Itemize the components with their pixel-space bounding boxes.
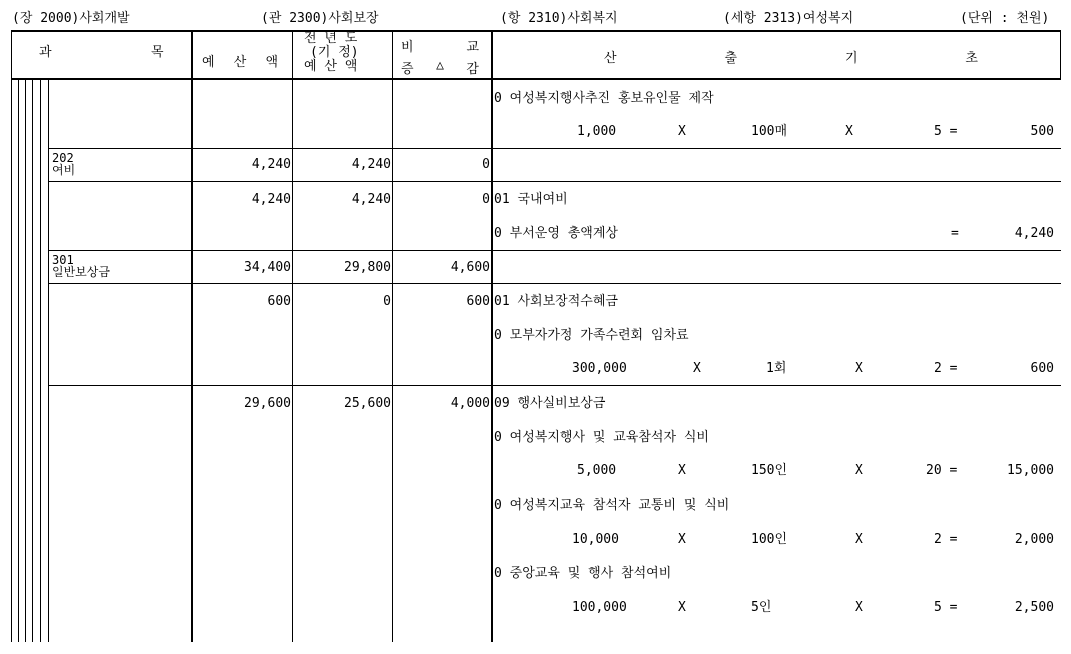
calc-times: X xyxy=(855,463,863,478)
indent-line xyxy=(25,78,26,642)
calc-amount: 600 xyxy=(1030,361,1054,376)
calc-multiplier: 5 = xyxy=(934,600,958,615)
calc-equals: = xyxy=(951,226,959,241)
header-calc-char: 출 xyxy=(724,51,738,66)
row-divider xyxy=(48,148,1061,149)
item-code: 301 xyxy=(52,253,74,267)
calc-category: 01 사회보장적수혜금 xyxy=(494,294,618,309)
prev-budget-amount: 4,240 xyxy=(351,192,391,207)
item-code: 202 xyxy=(52,151,74,165)
col-divider-comp xyxy=(392,30,393,642)
header-calc xyxy=(604,47,978,66)
header-comp-char: 비 xyxy=(401,40,414,55)
header-comp-top xyxy=(401,36,479,55)
diff-amount: 0 xyxy=(482,157,490,172)
indent-line xyxy=(48,78,49,642)
calc-times: X xyxy=(845,124,853,139)
calc-unit-price: 300,000 xyxy=(572,361,627,376)
diff-amount: 0 xyxy=(482,192,490,207)
budget-amount: 34,400 xyxy=(244,260,291,275)
prev-budget-amount: 29,800 xyxy=(344,260,391,275)
calc-item-text: 0 여성복지행사추진 홍보유인물 제작 xyxy=(494,91,714,106)
header-budget-char: 액 xyxy=(265,55,278,70)
header-budget-char: 예 xyxy=(202,55,215,70)
hang-label: (항 2310)사회복지 xyxy=(500,11,618,26)
header-prev-line1: 전 년 도 xyxy=(304,31,358,46)
calc-multiplier: 20 = xyxy=(926,463,958,478)
calc-qty: 100인 xyxy=(751,532,788,547)
header-prev-line3: 예 산 액 xyxy=(304,59,358,74)
calc-amount: 2,500 xyxy=(1014,600,1054,615)
header-comp-char: 교 xyxy=(466,40,479,55)
header-budget xyxy=(202,51,278,70)
header-calc-char: 초 xyxy=(965,51,978,66)
calc-times: X xyxy=(855,600,863,615)
calc-times: X xyxy=(678,463,686,478)
header-comp-char: 증 xyxy=(401,62,414,77)
calc-item-text: 0 여성복지교육 참석자 교통비 및 식비 xyxy=(494,498,730,513)
header-subject-left: 과 xyxy=(39,45,52,60)
row-divider xyxy=(48,250,1061,251)
budget-amount: 4,240 xyxy=(251,157,291,172)
calc-qty: 1회 xyxy=(766,361,787,376)
calc-times: X xyxy=(693,361,701,376)
indent-line xyxy=(40,78,41,642)
calc-multiplier: 2 = xyxy=(934,532,958,547)
calc-multiplier: 5 = xyxy=(934,124,958,139)
calc-item-text: 0 모부자가정 가족수련회 임차료 xyxy=(494,328,689,343)
prev-budget-amount: 25,600 xyxy=(344,396,391,411)
sehang-label: (세항 2313)여성복지 xyxy=(723,11,854,26)
calc-unit-price: 5,000 xyxy=(577,463,617,478)
prev-budget-amount: 0 xyxy=(383,294,391,309)
gwan-label: (관 2300)사회보장 xyxy=(261,11,379,26)
budget-amount: 600 xyxy=(267,294,291,309)
diff-amount: 4,600 xyxy=(450,260,490,275)
calc-unit-price: 10,000 xyxy=(572,532,619,547)
row-divider xyxy=(48,181,1061,182)
diff-amount: 600 xyxy=(466,294,490,309)
header-bottom-border xyxy=(11,78,1061,80)
col-divider-prev xyxy=(292,30,293,642)
calc-qty: 150인 xyxy=(751,463,788,478)
indent-line xyxy=(11,78,12,642)
calc-amount: 2,000 xyxy=(1014,532,1054,547)
calc-times: X xyxy=(855,532,863,547)
header-comp-char: 감 xyxy=(466,62,479,77)
calc-amount: 15,000 xyxy=(1007,463,1054,478)
calc-amount: 500 xyxy=(1030,124,1054,139)
header-comp-char: △ xyxy=(436,58,444,73)
row-divider xyxy=(48,385,1061,386)
header-comp-bottom xyxy=(401,58,479,77)
header-budget-char: 산 xyxy=(233,55,247,70)
jang-label: (장 2000)사회개발 xyxy=(12,11,130,26)
indent-line xyxy=(32,78,33,642)
header-calc-char: 기 xyxy=(844,51,858,66)
table-left-border xyxy=(11,30,12,79)
calc-category: 01 국내여비 xyxy=(494,192,568,207)
calc-amount: 4,240 xyxy=(1014,226,1054,241)
row-divider xyxy=(48,283,1061,284)
budget-amount: 29,600 xyxy=(244,396,291,411)
calc-unit-price: 100,000 xyxy=(572,600,627,615)
calc-times: X xyxy=(678,600,686,615)
indent-line xyxy=(18,78,19,642)
calc-times: X xyxy=(678,124,686,139)
table-top-border xyxy=(11,30,1061,32)
calc-item-text: 0 중앙교육 및 행사 참석여비 xyxy=(494,566,672,581)
calc-item-text: 0 부서운영 총액계상 xyxy=(494,226,618,241)
calc-qty: 100매 xyxy=(751,124,788,139)
calc-category: 09 행사실비보상금 xyxy=(494,396,606,411)
calc-qty: 5인 xyxy=(751,600,772,615)
item-name: 여비 xyxy=(52,163,76,177)
budget-amount: 4,240 xyxy=(251,192,291,207)
calc-item-text: 0 여성복지행사 및 교육참석자 식비 xyxy=(494,430,709,445)
header-calc-char: 산 xyxy=(604,51,617,66)
header-subject-right: 목 xyxy=(151,45,164,60)
table-right-border xyxy=(1060,30,1061,79)
calc-unit-price: 1,000 xyxy=(577,124,617,139)
calc-times: X xyxy=(855,361,863,376)
unit-label: (단위 : 천원) xyxy=(960,11,1050,26)
col-divider-budget xyxy=(191,30,193,642)
diff-amount: 4,000 xyxy=(450,396,490,411)
header-prev-line2: (기 정) xyxy=(310,45,359,60)
calc-times: X xyxy=(678,532,686,547)
prev-budget-amount: 4,240 xyxy=(351,157,391,172)
item-name: 일반보상금 xyxy=(52,265,110,279)
col-divider-calc xyxy=(491,30,493,642)
calc-multiplier: 2 = xyxy=(934,361,958,376)
